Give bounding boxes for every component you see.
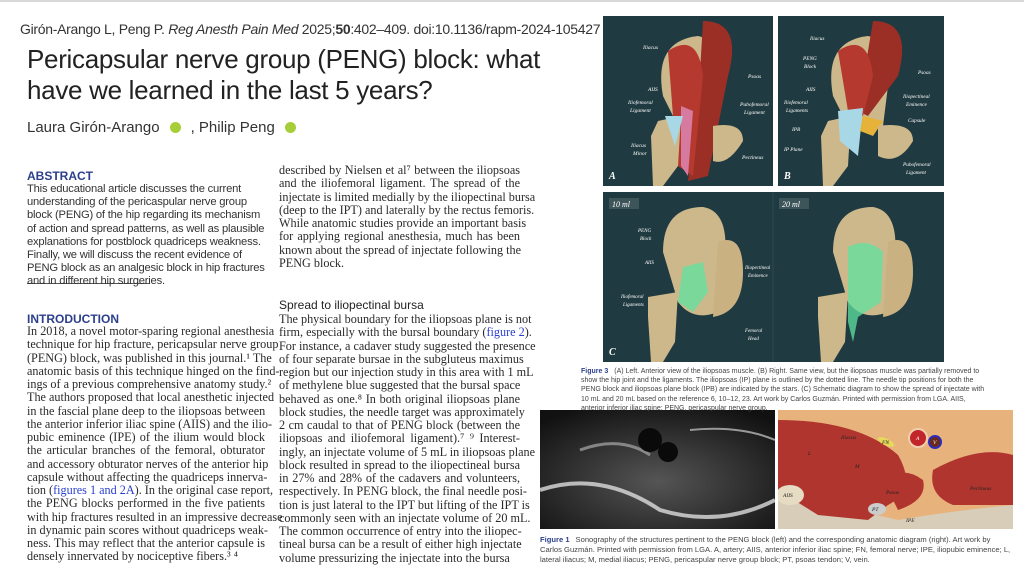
figure-label: FN — [882, 440, 890, 446]
figure-label: Iliacus — [643, 45, 658, 51]
text-line: block studies, the needle target was approximately — [279, 404, 525, 419]
text-line: and accessory obturator nerves of the anterior hip — [27, 456, 269, 471]
panel-letter: C — [609, 347, 616, 358]
figure-label: Ligament — [906, 170, 927, 176]
text-line: with hip fractures resulted in an impressive decrease — [27, 509, 283, 524]
figure-label: AIIS — [783, 493, 793, 499]
volume-label-20ml: 20 ml — [782, 200, 800, 209]
figure-label: PENG — [638, 229, 652, 234]
figure-label: Ligament — [744, 110, 765, 116]
text-line: The authors proposed that local anesthetic injected — [27, 390, 275, 405]
figure1-ultrasound[interactable] — [540, 410, 775, 529]
text-line: described by Nielsen et al⁷ between the iliopsoas — [279, 163, 520, 177]
text-line: in 27% and 28% of the cadavers and volunteers, — [279, 471, 520, 485]
figure-caption-text: (A) Left. Anterior view of the iliopsoas muscle. (B) Right. Same view, but the iliopsoas muscle was partially removed to show the hip joint and the ligaments. The iliopsoas (IP) plane is outlined by the dotted line. The needle tip positions for both the PENG block and iliopsoas plane block (IPB) are indicated by the stars. (C) Schematic diagram to show the spread of injectate with 10 mL and 20 mL based on the reference 6, 10–12, 23. Art work by Carlos Guzmán. Printed with permission from LGA. AIIS, anterior inferior iliac spine; PENG, pericaspular nerve group. — [581, 368, 985, 412]
figure-label: Psoas — [886, 490, 900, 496]
text-line: behaved as one.⁸ In both original iliopsoas plane — [279, 391, 520, 406]
figure-label: AIIS — [645, 261, 654, 266]
text-line: tion is just lateral to the IPT but lifting of the IPT is — [279, 497, 530, 512]
figure-label: AIIS — [648, 87, 658, 93]
figure-link[interactable]: figures 1 and 2A — [53, 483, 135, 497]
figure-label: Eminence — [748, 274, 768, 279]
figure-label: Iliacus — [631, 143, 646, 149]
figure-label: A — [916, 436, 920, 442]
figure-label: Ligament — [630, 108, 651, 114]
text-line: region but our injection study in this area with 1 mL — [279, 365, 534, 379]
text-line: pubic eminence (IPE) of the ilium would block — [27, 430, 265, 444]
figure-label: Psoas — [748, 74, 762, 80]
citation — [20, 21, 600, 37]
text-segment: ). In the original case report, — [134, 483, 274, 497]
text-line: in dynamic pain scores without quadriceps weak- — [27, 522, 268, 537]
panel-letter: A — [609, 171, 616, 182]
figure-label: Pubofemoral — [903, 162, 931, 168]
orcid-icon[interactable] — [170, 122, 181, 133]
text-line: ings of a previous comprehensive anatomy study.² — [27, 377, 272, 391]
figure-label: Ligaments — [786, 108, 809, 114]
figure-label: Head — [748, 337, 759, 342]
figure-label: PENG — [803, 56, 817, 62]
text-line: For instance, a cadaver study suggested the presence — [279, 338, 536, 353]
text-line: the anterior inferior iliac spine (AIIS) and the ilio- — [27, 416, 273, 431]
figure1-caption — [540, 535, 1012, 566]
text-segment: ). — [524, 325, 532, 340]
figure-caption-text: Sonography of the structures pertinent to the PENG block (left) and the corresponding anatomic diagram (right). Art work by Carlos Guzmán. Printed with permission from LGA. A, artery; AIIS, anterior inferior iliac spine; FN, femoral nerve; IPE, iliopubic eminence; L, lateral iliacus; M, medial iliacus; PENG, pericaspular nerve group block; PT, psoas tendon; V, vein. — [540, 535, 1011, 565]
section-subheading: Spread to iliopectinal bursa — [279, 298, 424, 312]
text-line: While anatomic studies provide an important basis — [279, 216, 527, 230]
text-line: of methylene blue suggested that the bursal space — [279, 378, 521, 393]
citation-pages: :402–409. doi:10.1136/rapm-2024-105427 — [350, 21, 601, 37]
figure3-panel-c[interactable] — [603, 192, 944, 362]
figure-label: Iliacus — [841, 435, 856, 441]
introduction-heading: INTRODUCTION — [27, 312, 119, 326]
text-line: tineal bursa can be a result of either high injectate — [279, 537, 522, 552]
text-line: In 2018, a novel motor-sparing regional anesthesia — [27, 324, 275, 338]
text-line: 2 cm caudal to that of PENG block (between the — [279, 418, 520, 432]
citation-journal: Reg Anesth Pain Med — [168, 21, 299, 37]
volume-label-10ml: 10 ml — [612, 200, 630, 209]
text-line: The common occurrence of entry into the iliopec- — [279, 524, 522, 538]
text-line: ingly, an injectate volume of 5 mL in iliopsoas plane — [279, 444, 535, 459]
top-border — [0, 0, 1024, 2]
figure-label: Psoas — [918, 70, 931, 76]
figure3-panel-a[interactable] — [603, 16, 773, 186]
figure-label: Femoral — [745, 329, 763, 334]
text-line: ness. This may reflect that the anterior capsule is — [27, 536, 265, 550]
text-segment: tion ( — [27, 483, 54, 497]
text-segment: firm, especially with the bursal boundary ( — [279, 325, 487, 340]
panel-letter: B — [784, 171, 791, 182]
introduction-body — [27, 324, 283, 564]
text-line: anatomic basis of this technique hinged on the find- — [27, 363, 280, 378]
figure-label: IP Plane — [784, 147, 803, 153]
right-column-paragraph — [279, 163, 536, 270]
figure-label: Pubofemoral — [740, 102, 769, 108]
text-line: respectively. In PENG block, the final needle posi- — [279, 484, 527, 499]
figure-label: M — [855, 464, 860, 470]
text-line: of four separate bursae in the subgluteus maximus — [279, 351, 524, 366]
figure-label: IPB — [792, 127, 801, 133]
figure-label: Eminence — [906, 102, 927, 108]
text-line: known about the spread of injectate following the — [279, 242, 521, 257]
text-line: in the fascial plane deep to the iliopsoas between — [27, 403, 266, 418]
text-line: technique for hip fracture, pericapsular nerve group — [27, 337, 279, 352]
citation-authors: Girón-Arango L, Peng P. — [20, 21, 165, 37]
abstract-text: This educational article discusses the current understanding of the pericaspular nerve group block (PENG) of the hip regarding its mechanism of action and spread patterns, as well as plausible explanations for postblock quadriceps weakness. Finally, we will discuss the recent evidence of PENG block as an analgesic block in hip fractures and in different hip surgeries. — [27, 183, 265, 288]
text-line: capsule without affecting the quadriceps innerva- — [27, 469, 268, 484]
text-line: (PENG) block, was published in this journal.¹ The — [27, 350, 272, 365]
figure-label: IPE — [906, 518, 915, 524]
figure-label: L — [808, 451, 812, 457]
figure-caption-label: Figure 3 — [581, 368, 609, 375]
text-line: the articular branches of the femoral, obturator — [27, 443, 265, 458]
figure-label: AIIS — [806, 87, 816, 93]
figure3-panel-b[interactable] — [778, 16, 944, 186]
author-name[interactable]: , Philip Peng — [190, 119, 275, 136]
orcid-icon[interactable] — [285, 122, 296, 133]
figure-label: Pectineus — [742, 155, 764, 161]
figure-label: Ligaments — [623, 303, 644, 308]
figure-label: Iliofemoral — [621, 295, 644, 300]
figure-label: V — [933, 440, 937, 446]
text-line: commonly seen with an injectate volume of 20 mL. — [279, 510, 531, 525]
figure-label: Iliofemoral — [784, 100, 808, 106]
figure-label: Block — [640, 237, 652, 242]
figure-link[interactable]: figure 2 — [486, 325, 525, 340]
text-line: injectate is limited medially by the iliopectinal bursa — [279, 189, 536, 204]
figure-label: Iliofemoral — [628, 100, 653, 106]
text-line: densely innervated by nociceptive fibers.³ ⁴ — [27, 549, 238, 564]
citation-volume: 50 — [335, 21, 351, 37]
right-column-paragraph — [279, 312, 536, 565]
text-line: and the iliofemoral ligament. The spread of the — [279, 176, 520, 191]
figure-label: Iliopectineal — [745, 266, 771, 271]
text-line: The physical boundary for the iliopsoas plane is not — [279, 312, 532, 326]
text-line: (deep to the IPT) and laterally by the rectus femoris. — [279, 202, 535, 217]
text-line: the PENG blocks performed in the five patients — [27, 496, 265, 511]
figure-label: Capsule — [908, 118, 926, 124]
figure-label: Iliacus — [810, 36, 825, 42]
figure-label: Iliopectineal — [903, 94, 930, 100]
article-title: Pericapsular nerve group (PENG) block: what have we learned in the last 5 years? — [27, 44, 541, 105]
abstract-heading: ABSTRACT — [27, 169, 93, 183]
figure1-anatomic-diagram[interactable] — [778, 410, 1013, 529]
figure-label: Block — [804, 64, 817, 70]
text-line — [279, 325, 532, 340]
text-line: iliopsoas and iliofemoral ligament).⁷ ⁹ Interest- — [279, 431, 520, 446]
text-line: volume pressurizing the injectate into the bursa — [279, 550, 510, 565]
text-line: PENG block. — [279, 255, 344, 270]
figure-caption-label: Figure 1 — [540, 535, 570, 544]
citation-year: 2025; — [301, 21, 336, 37]
figure3-caption — [581, 367, 986, 413]
author-name[interactable]: Laura Girón-Arango — [27, 119, 160, 136]
author-list — [27, 119, 302, 136]
text-line: block resulted in spread to the iliopectineal bursa — [279, 457, 520, 472]
text-line — [27, 483, 274, 497]
figure-label: Pectineus — [970, 486, 992, 492]
figure-label: Minor — [633, 151, 647, 157]
figure-label: PT — [872, 507, 879, 513]
text-line: for applying regional anesthesia, much has been — [279, 229, 520, 244]
